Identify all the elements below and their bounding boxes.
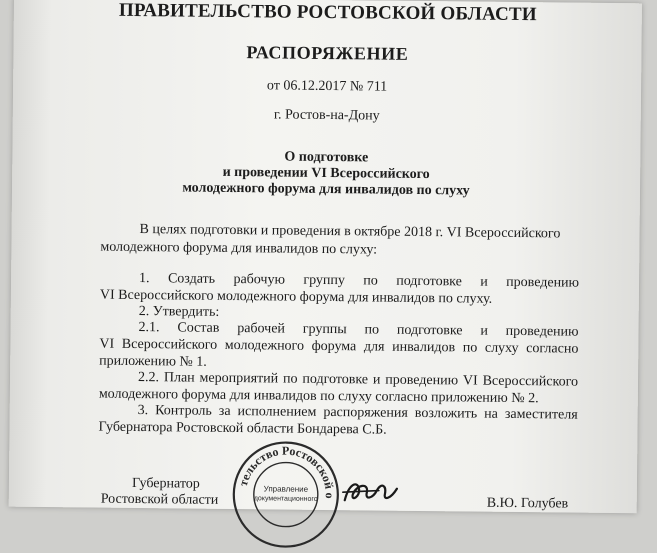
intro-line: молодежного форума для инвалидов по слуху: xyxy=(100,239,378,258)
city: г. Ростов-на-Дону xyxy=(273,107,380,124)
item-2-1-line: VI Всероссийского молодежного форума для инвалидов по слуху согласно xyxy=(99,336,579,357)
item-3-line: 3. Контроль за исполнением распоряжения возложить на заместителя xyxy=(137,403,578,423)
signatory-title-line: Губернатор xyxy=(131,475,200,492)
item-1-line: 1. Создать рабочую группу по подготовке и проведению xyxy=(138,271,580,291)
title-line: молодежного форума для инвалидов по слуху xyxy=(182,180,470,199)
item-3-line: Губернатора Ростовской области Бондарева С.Б. xyxy=(98,419,387,438)
title-line: О подготовке xyxy=(284,149,369,166)
signature xyxy=(339,474,419,509)
signatory-name: В.Ю. Голубев xyxy=(486,495,569,512)
date-number: от 06.12.2017 № 711 xyxy=(266,78,388,95)
item-2-2-line: молодежного форума для инвалидов по слуху согласно приложению № 2. xyxy=(98,386,539,407)
doc-type-heading: РАСПОРЯЖЕНИЕ xyxy=(246,42,409,64)
stamp-ring-text: тельство Ростовской о xyxy=(235,443,337,499)
item-2-1-line: 2.1. Состав рабочей группы по подготовке и проведению xyxy=(138,320,579,340)
stamp-center-line: Управление xyxy=(263,484,309,494)
document-page xyxy=(9,0,642,513)
item-2-1-line: приложению № 1. xyxy=(99,353,207,370)
intro-line: В целях подготовки и проведения в октябре 2018 г. VI Всероссийского xyxy=(139,222,561,242)
item-1-line: VI Всероссийского молодежного форума для инвалидов по слуху. xyxy=(99,287,493,307)
signatory-title-line: Ростовской области xyxy=(100,491,219,508)
item-2-2-line: 2.2. План мероприятий по подготовке и проведению VI Всероссийского xyxy=(137,370,579,390)
org-heading: ПРАВИТЕЛЬСТВО РОСТОВСКОЙ ОБЛАСТИ xyxy=(118,0,537,26)
item-2: 2. Утвердить: xyxy=(138,304,220,320)
official-stamp xyxy=(230,439,341,550)
title-line: и проведении VI Всероссийского xyxy=(222,164,430,183)
stamp-center-line: документационного xyxy=(253,495,318,503)
